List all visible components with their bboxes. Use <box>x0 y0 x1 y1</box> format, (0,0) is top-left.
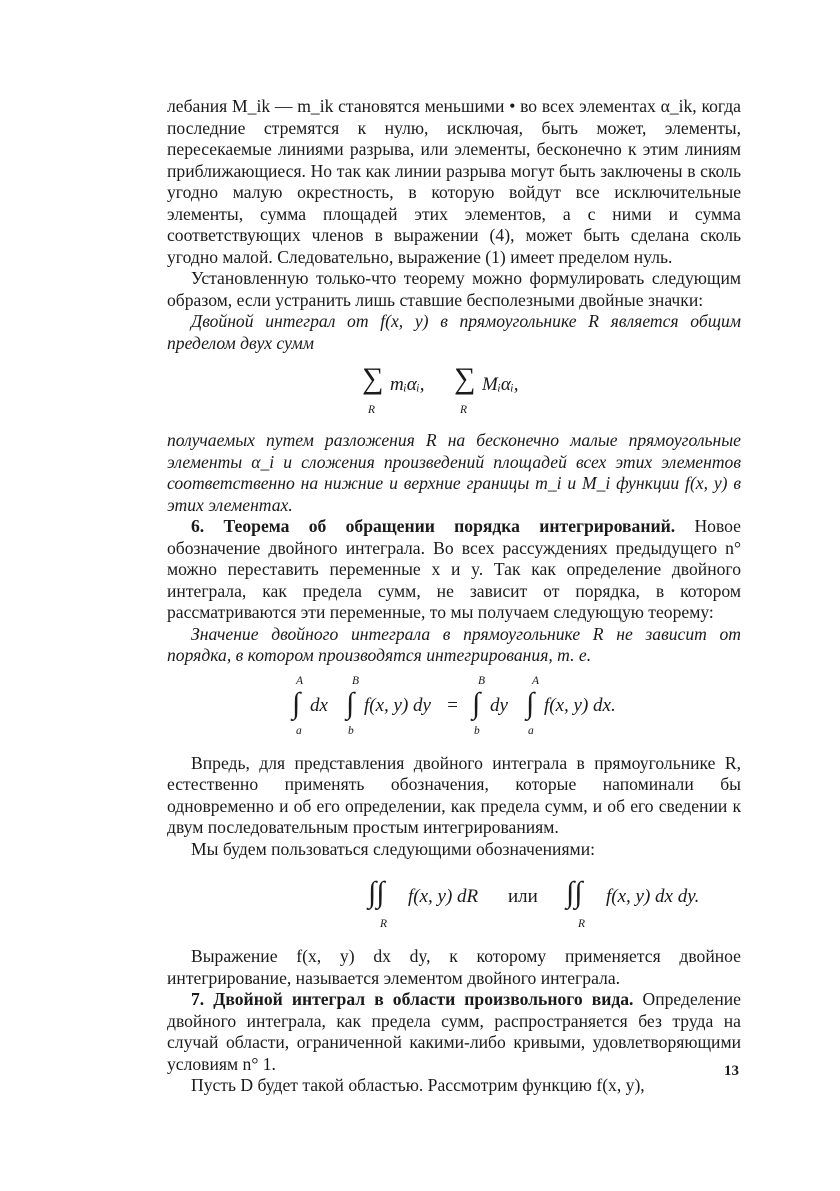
notation-or: или <box>508 886 538 907</box>
outer-differential-1: dx <box>310 694 328 716</box>
paragraph-7: Впредь, для представления двойного интеграла в прямоугольнике R, естественно применять обозначения, которые напоминали бы одновременно и об его определении, как предела сумм, и об его сведении к двум последовательным простым интегрированиям. <box>167 752 741 837</box>
notation-first: f(x, y) dR <box>408 886 479 907</box>
paragraph-1: лебания M_ik — m_ik становятся меньшими • во всех элементах α_ik, когда последние стремятся к нулю, исключая, быть может, элементы, пересекаемые линиями разрыва, или элементы, бесконечно к этим линиям приближающиеся. Но так как линии разрыва могут быть заключены в сколь угодно малую окрестность, в которую войдут все исключительные элементы, сумма площадей этих элементов, а с ними и сумма соответствующих членов в выражении (4), может быть сделана сколь угодно малой. Следовательно, выражение (1) имеет пределом нуль. <box>167 96 741 267</box>
outer-differential-2: dy <box>490 694 508 716</box>
paragraph-8: Мы будем пользоваться следующими обозначениями: <box>191 838 595 859</box>
integral-sign-3: ∫ <box>472 686 481 720</box>
page-number: 13 <box>724 1063 739 1079</box>
notation-index-1: R <box>380 918 388 930</box>
section-7 <box>167 989 741 1075</box>
limit-A-2: A <box>532 674 540 687</box>
integrand-1: f(x, y) dy <box>364 694 431 716</box>
section-6 <box>167 516 741 624</box>
formula-notation <box>274 870 700 936</box>
double-integral-sign-1: ∫∫ <box>368 876 385 909</box>
notation-second: f(x, y) dx dy. <box>606 886 700 907</box>
formula-sums <box>354 360 554 424</box>
lower-sum-term: mᵢαᵢ, <box>390 374 425 395</box>
theorem-statement-1: Двойной интеграл от f(x, y) в прямоугольнике R является общим пределом двух сумм <box>167 311 741 353</box>
limit-B-1: B <box>352 674 360 687</box>
double-integral-sign-2: ∫∫ <box>566 876 583 909</box>
section-7-text: Определение двойного интеграла, как предела сумм, распространяется без труда на случай области, ограниченной какими-либо кривыми, удовлетворяющими условиям n° 1. <box>167 989 741 1074</box>
paragraph-9: Выражение f(x, y) dx dy, к которому применяется двойное интегрирование, называется элементом двойного интеграла. <box>167 946 741 988</box>
sum-index-2: R <box>460 404 468 416</box>
equals-sign: = <box>446 694 459 716</box>
limit-b-1: b <box>348 724 354 737</box>
integral-sign-1: ∫ <box>292 686 301 720</box>
notation-index-2: R <box>578 918 586 930</box>
paragraph-11: Пусть D будет такой областью. Рассмотрим функцию f(x, y), <box>191 1075 645 1095</box>
sigma-symbol-1: ∑ <box>362 362 384 395</box>
paragraph-2: Установленную только-что теорему можно формулировать следующим образом, если устранить лишь ставшие бесполезными двойные значки: <box>167 268 741 310</box>
theorem-statement-2: получаемых путем разложения R на бесконечно малые прямоугольные элементы α_i и сложения произведений площадей всех этих элементов соответственно на нижние и верхние границы m_i и M_i функции f(x, y) в этих элементах. <box>167 430 741 515</box>
sum-index-1: R <box>368 404 376 416</box>
section-7-heading: 7. Двойной интеграл в области произвольного вида. <box>191 989 634 1009</box>
theorem-statement-3: Значение двойного интеграла в прямоугольнике R не зависит от порядка, в котором производятся интегрирования, т. е. <box>167 623 741 665</box>
section-6-text: Новое обозначение двойного интеграла. Во всех рассуждениях предыдущего n° можно переставить переменные x и y. Так как определение двойного интеграла, как предела сумм, не зависит от порядка, в котором рассматриваются эти переменные, то мы получаем следующую теорему: <box>167 516 741 622</box>
limit-a-2: a <box>528 724 534 737</box>
upper-sum-term: Mᵢαᵢ, <box>482 374 519 395</box>
limit-b-2: b <box>474 724 480 737</box>
integrand-2: f(x, y) dx. <box>544 694 616 716</box>
section-6-heading: 6. Теорема об обращении порядка интегрирований. <box>191 516 676 536</box>
page-body <box>167 96 741 1097</box>
sigma-symbol-2: ∑ <box>454 362 476 395</box>
limit-B-2: B <box>478 674 486 687</box>
integral-sign-2: ∫ <box>346 686 355 720</box>
limit-A-1: A <box>296 674 304 687</box>
limit-a-1: a <box>296 724 302 737</box>
formula-order-of-integration <box>274 675 634 741</box>
integral-sign-4: ∫ <box>526 686 535 720</box>
